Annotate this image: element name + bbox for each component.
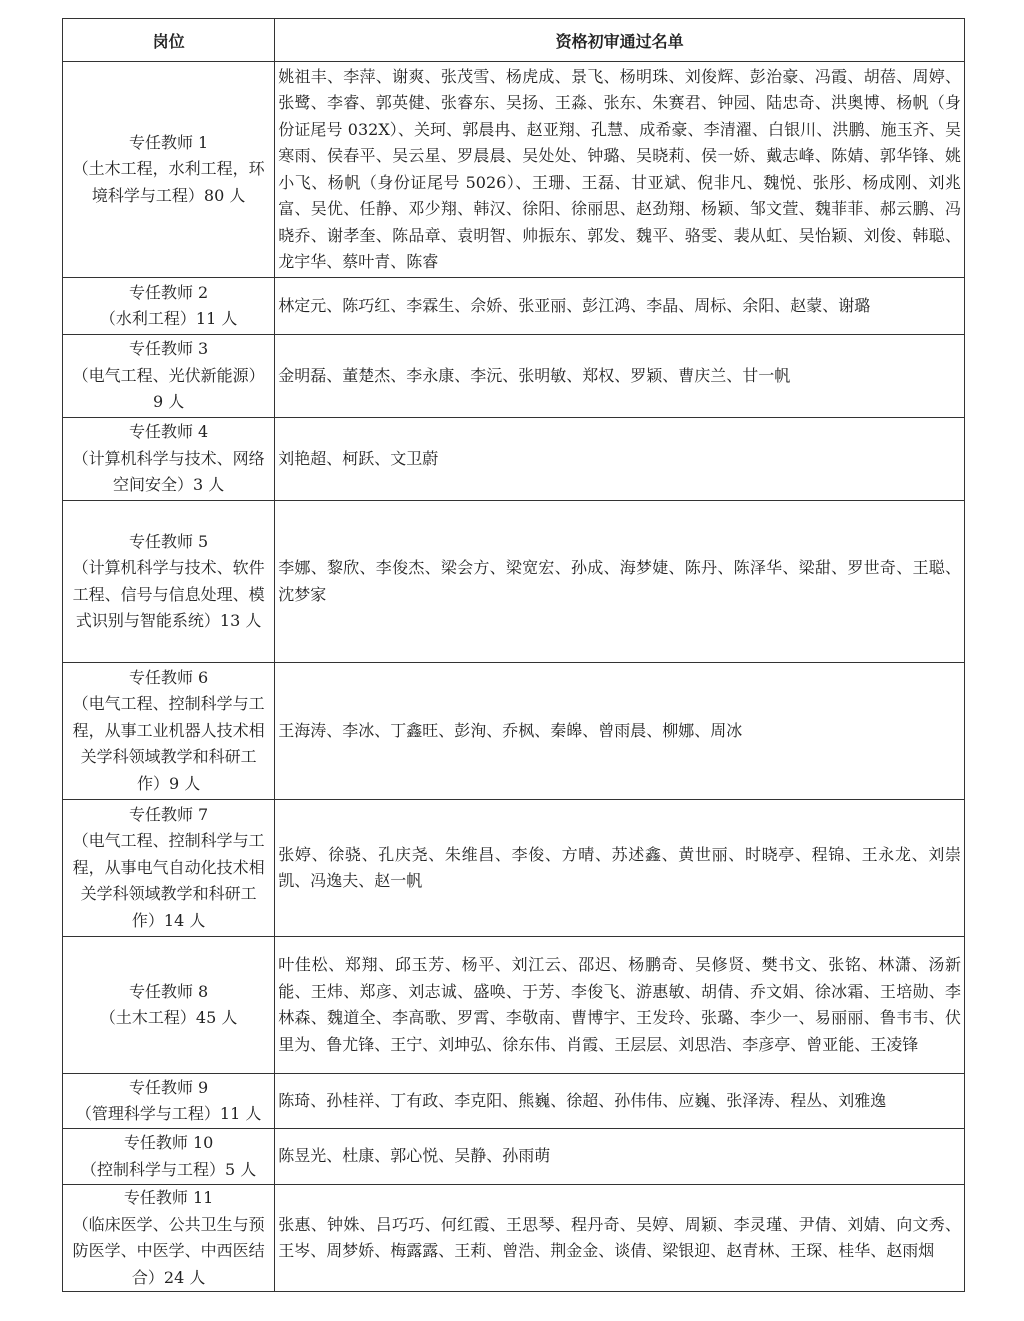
- position-column-header: 岗位: [63, 19, 275, 62]
- position-cell: [63, 663, 275, 800]
- table-row: [63, 62, 965, 278]
- table-row: [63, 501, 965, 663]
- position-title: 专任教师 7: [128, 804, 209, 824]
- position-cell: [63, 501, 275, 663]
- table-row: [63, 418, 965, 501]
- position-detail: （计算机科学与技术、网络空间安全）3 人: [72, 448, 265, 495]
- position-title: 专任教师 8: [128, 981, 209, 1001]
- position-detail: （控制科学与工程）5 人: [80, 1159, 257, 1179]
- position-title: 专任教师 11: [123, 1188, 214, 1207]
- names-cell: 林定元、陈巧红、李霖生、佘娇、张亚丽、彭江鸿、李晶、周标、余阳、赵蒙、谢璐: [275, 278, 965, 335]
- table-row: [63, 278, 965, 335]
- table-row: [63, 800, 965, 937]
- position-detail: （电气工程、控制科学与工程，从事工业机器人技术相关学科领域教学和科研工作）9 人: [72, 694, 265, 793]
- position-cell: [63, 800, 275, 937]
- position-cell: [63, 335, 275, 418]
- names-cell: 张惠、钟姝、吕巧巧、何红霞、王思琴、程丹奇、吴婷、周颖、李灵瑾、尹倩、刘婧、向文秀、王岑、周梦娇、梅露露、王莉、曾浩、荆金金、谈倩、梁银迎、赵青林、王琛、桂华、赵雨烟: [275, 1185, 965, 1292]
- position-detail: （管理科学与工程）11 人: [75, 1104, 262, 1123]
- position-detail: （水利工程）11 人: [99, 309, 238, 328]
- table-row: [63, 1129, 965, 1185]
- table-row: [63, 1185, 965, 1292]
- names-cell: 叶佳松、郑翔、邱玉芳、杨平、刘江云、邵迟、杨鹏奇、吴修贤、樊书文、张铭、林潇、汤新能、王炜、郑彦、刘志诚、盛唤、于芳、李俊飞、游惠敏、胡倩、乔文娟、徐冰霜、王培勋、李林森、魏道全、李高歌、罗霄、李敬南、曹博宇、王发玲、张璐、李少一、易丽丽、鲁韦韦、伏里为、鲁尤锋、王宁、刘坤弘、徐东伟、肖霞、王层层、刘思浩、李彦亭、曾亚能、王凌锋: [275, 937, 965, 1074]
- position-detail: （土木工程，水利工程，环境科学与工程）80 人: [72, 159, 265, 205]
- position-cell: [63, 418, 275, 501]
- position-cell: [63, 937, 275, 1074]
- position-detail: （临床医学、公共卫生与预防医学、中医学、中西医结合）24 人: [72, 1214, 265, 1287]
- names-cell: 刘艳超、柯跃、文卫蔚: [275, 418, 965, 501]
- table-row: [63, 663, 965, 800]
- names-column-header: 资格初审通过名单: [275, 19, 965, 62]
- table-row: [63, 335, 965, 418]
- names-cell: 陈琦、孙桂祥、丁有政、李克阳、熊巍、徐超、孙伟伟、应巍、张泽涛、程丛、刘雅逸: [275, 1074, 965, 1129]
- position-title: 专任教师 5: [128, 531, 209, 551]
- position-detail: （电气工程、控制科学与工程，从事电气自动化技术相关学科领域教学和科研工作）14 人: [72, 831, 265, 930]
- names-cell: 李娜、黎欣、李俊杰、梁会方、梁宽宏、孙成、海梦婕、陈丹、陈泽华、梁甜、罗世奇、王聪、沈梦家: [275, 501, 965, 663]
- names-cell: 姚祖丰、李萍、谢爽、张茂雪、杨虎成、景飞、杨明珠、刘俊辉、彭治豪、冯霞、胡蓓、周婷、张鹭、李睿、郭英健、张睿东、吴扬、王淼、张东、朱赛君、钟园、陆忠奇、洪奥博、杨帆（身份证尾号 032X）、关珂、郭晨冉、赵亚翔、孔慧、成希豪、李清濯、白银川、洪鹏、施玉齐、吴寒雨、侯春平、吴云星、罗晨晨、吴处处、钟璐、吴晓莉、侯一娇、戴志峰、陈婧、郭华锋、姚小飞、杨帆（身份证尾号 5026）、王珊、王磊、甘亚斌、倪非凡、魏悦、张彤、杨成刚、刘兆富、吴优、任静、邓少翔、韩汉、徐阳、徐丽思、赵劲翔、杨颖、邹文萱、魏菲菲、郝云鹏、冯晓乔、谢孝奎、陈品章、袁明智、帅振东、郭发、魏平、骆雯、裴从虹、吴怡颖、刘俊、韩聪、龙宇华、蔡叶青、陈睿: [275, 62, 965, 278]
- names-cell: 王海涛、李冰、丁鑫旺、彭洵、乔枫、秦皞、曾雨晨、柳娜、周冰: [275, 663, 965, 800]
- position-title: 专任教师 4: [128, 422, 209, 442]
- names-cell: 陈昱光、杜康、郭心悦、吴静、孙雨萌: [275, 1129, 965, 1185]
- position-detail: （电气工程、光伏新能源）9 人: [72, 365, 265, 412]
- position-title: 专任教师 3: [128, 339, 209, 359]
- position-detail: （计算机科学与技术、软件工程、信号与信息处理、模式识别与智能系统）13 人: [72, 558, 265, 630]
- position-cell: [63, 1074, 275, 1129]
- position-cell: [63, 278, 275, 335]
- table-row: [63, 1074, 965, 1129]
- names-cell: 张婷、徐骁、孔庆尧、朱维昌、李俊、方晴、苏述鑫、黄世丽、时晓亭、程锦、王永龙、刘崇凯、冯逸夫、赵一帆: [275, 800, 965, 937]
- position-title: 专任教师 6: [128, 667, 209, 687]
- position-title: 专任教师 10: [123, 1133, 214, 1152]
- table-row: [63, 937, 965, 1074]
- position-title: 专任教师 2: [128, 282, 209, 302]
- position-detail: （土木工程）45 人: [99, 1008, 238, 1027]
- names-cell: 金明磊、董楚杰、李永康、李沅、张明敏、郑权、罗颖、曹庆兰、甘一帆: [275, 335, 965, 418]
- pass-list-table: [62, 18, 965, 1292]
- position-cell: [63, 1129, 275, 1185]
- position-title: 专任教师 1: [128, 132, 209, 152]
- position-title: 专任教师 9: [128, 1077, 209, 1097]
- position-cell: [63, 1185, 275, 1292]
- position-cell: [63, 62, 275, 278]
- table-header-row: [63, 19, 965, 62]
